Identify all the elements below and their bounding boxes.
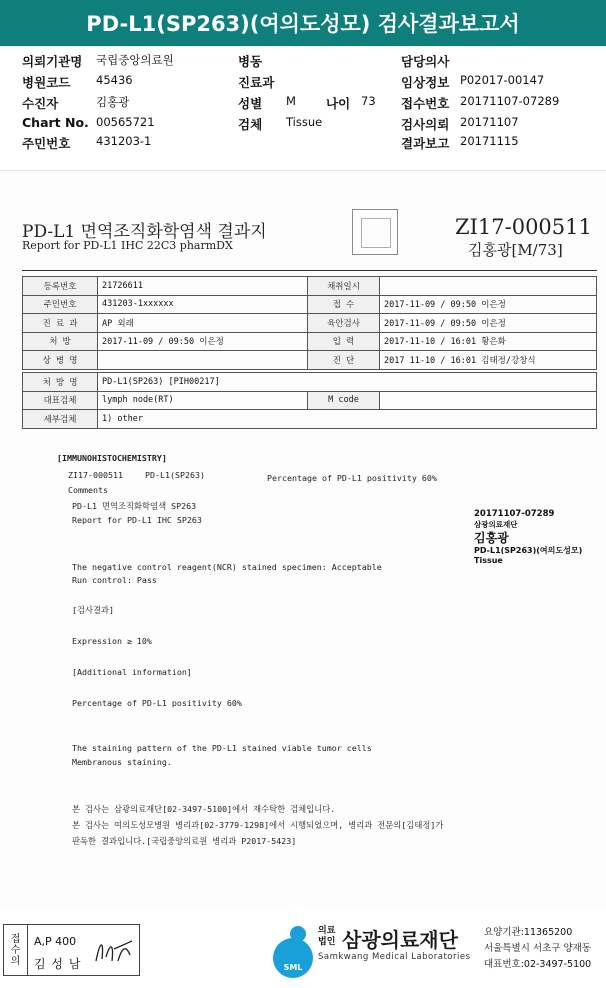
report-date-value: 20171115 [460, 134, 519, 148]
signature-vertical-label [4, 925, 28, 975]
signer-dept: A,P 400 [34, 935, 77, 948]
title-divider [22, 270, 597, 271]
org-address: 서울특별시 서초구 양재동 [484, 943, 591, 954]
receipt-value: 2017-11-09 / 09:50 이은정 [380, 295, 597, 314]
chart-no-label: Chart No. [22, 115, 89, 130]
signature-box [3, 924, 140, 976]
patient-value: 김홍광 [96, 95, 130, 109]
expression-line: Expression ≥ 10% [72, 636, 152, 646]
percentage-line: Percentage of PD-L1 positivity 60% [72, 698, 242, 708]
age-value: 73 [361, 94, 376, 108]
specimen-table [22, 372, 597, 429]
report-title-bar [0, 0, 606, 46]
org-code: 요양기관:11365200 [484, 927, 573, 938]
dx-value: 2017 11-10 / 16:01 김태정/강창식 [380, 351, 597, 370]
specimen-label: 검체 [238, 117, 263, 132]
note-line-1: 본 검사는 삼광의료재단[02-3497-5100]에서 재수탁한 검체입니다. [72, 804, 336, 814]
sticker-name: 김홍광 [474, 531, 509, 545]
sex-label: 성별 [238, 96, 263, 111]
org-name: 삼광의료재단 [342, 928, 458, 952]
clinical-info-label: 임상정보 [401, 75, 450, 90]
rrn-value: 431203-1xxxxxx [98, 295, 308, 314]
request-date-label: 검사의뢰 [401, 117, 450, 132]
sub-spec-value: 1) other [98, 410, 597, 429]
specimen-sticker [470, 509, 606, 571]
pattern-line-2: Membranous staining. [72, 757, 172, 767]
handwritten-signature [92, 931, 136, 971]
rrn-label: 주민번호 [23, 295, 98, 314]
diag-value [98, 351, 308, 370]
dept-value: AP 외래 [98, 314, 308, 333]
chart-no-value: 00565721 [96, 115, 155, 129]
header-info [0, 52, 606, 152]
hospital-code-label: 병원코드 [22, 75, 71, 90]
org-prefix-2: 법인 [318, 937, 336, 947]
specimen-value: Tissue [286, 115, 323, 129]
org-phone: 대표번호:02-3497-5100 [484, 959, 592, 970]
input-value: 2017-11-10 / 16:01 황은화 [380, 332, 597, 351]
order-value: 2017-11-09 / 09:50 이은정 [98, 332, 308, 351]
sticker-test: PD-L1(SP263)(여의도성모) [474, 546, 583, 555]
note-line-3: 판독한 결과입니다.[국립중앙의료원 병리과 P2017-5423] [72, 836, 297, 846]
hospital-code-value: 45436 [96, 73, 133, 87]
dept-label: 진 료 과 [23, 314, 98, 333]
dx-label: 진 단 [308, 351, 380, 370]
sub-spec-label: 세부검체 [23, 410, 98, 429]
sex-value: M [286, 94, 296, 108]
request-date-value: 20171107 [460, 115, 519, 129]
sign-char-2: 수 [10, 944, 21, 956]
resident-no-value: 431203-1 [96, 134, 152, 148]
result-heading: [검사결과] [72, 605, 115, 615]
comment-line-1: PD-L1 면역조직화학염색 SP263 [72, 501, 197, 511]
ward-label: 병동 [238, 54, 263, 69]
order-label: 처 방 [23, 332, 98, 351]
note-line-2: 본 검사는 여의도성모병원 병리과[02-3779-1298]에서 시행되었으며, 병리과 전문의[김태정]가 [72, 820, 444, 830]
receipt-no-value: 20171107-07289 [460, 94, 560, 108]
footer [0, 920, 606, 988]
sml-logo-text: SML [283, 963, 303, 972]
hospital-seal-stamp [352, 209, 398, 255]
collect-value [380, 277, 597, 296]
run-control-line: Run control: Pass [72, 575, 157, 585]
scanned-report-sheet [0, 170, 606, 908]
clinical-info-value: P02017-00147 [460, 73, 545, 87]
sml-logo-icon [273, 938, 313, 978]
institution-value: 국립중앙의료원 [96, 53, 174, 67]
org-english-name: Samkwang Medical Laboratories [318, 952, 471, 962]
receipt-label: 접 수 [308, 295, 380, 314]
mcode-value [380, 391, 597, 410]
case-number: ZI17-000511 [455, 215, 592, 239]
receipt-no-label: 접수번호 [401, 96, 450, 111]
report-title: PD-L1(SP263)(여의도성모) 검사결과보고서 [86, 12, 520, 36]
exam-value: 2017-11-09 / 09:50 이은정 [380, 314, 597, 333]
reg-no-value: 21726611 [98, 277, 308, 296]
sign-char-3: 의 [10, 955, 21, 967]
patient-label: 수진자 [22, 96, 59, 111]
rep-spec-label: 대표검체 [23, 391, 98, 410]
ihc-heading: [IMMUNOHISTOCHEMISTRY] [57, 453, 167, 463]
comments-heading: Comments [68, 485, 108, 495]
ihc-case-no: ZI17-000511 [68, 470, 123, 480]
report-title-english: Report for PD-L1 IHC 22C3 pharmDX [22, 239, 233, 252]
reg-no-label: 등록번호 [23, 277, 98, 296]
patient-tag: 김홍광[M/73] [468, 241, 563, 259]
sticker-number: 20171107-07289 [474, 509, 555, 519]
diag-label: 상 병 명 [23, 351, 98, 370]
sticker-specimen: Tissue [474, 556, 503, 565]
additional-heading: [Additional information] [72, 667, 192, 677]
org-prefix [318, 926, 335, 948]
pattern-line-1: The staining pattern of the PD-L1 stained viable tumor cells [72, 743, 372, 753]
exam-label: 육안검사 [308, 314, 380, 333]
mcode-label: M code [308, 391, 380, 410]
comment-line-2: Report for PD-L1 IHC SP263 [72, 515, 202, 525]
department-label: 진료과 [238, 75, 275, 90]
order-info-table [22, 276, 597, 370]
report-date-label: 결과보고 [401, 136, 450, 151]
age-label: 나이 [326, 96, 351, 111]
doctor-label: 담당의사 [401, 54, 450, 69]
rep-spec-value: lymph node(RT) [98, 391, 308, 410]
org-prefix-1: 의료 [318, 926, 336, 936]
rx-value: PD-L1(SP263) [PIH00217] [98, 373, 597, 392]
resident-no-label: 주민번호 [22, 136, 71, 151]
sticker-org: 삼광의료재단 [474, 520, 518, 529]
ihc-positivity: Percentage of PD-L1 positivity 60% [267, 473, 437, 483]
rx-label: 처 방 명 [23, 373, 98, 392]
ncr-line: The negative control reagent(NCR) stained specimen: Acceptable [72, 562, 382, 572]
signer-name: 김 성 남 [34, 957, 82, 971]
input-label: 입 력 [308, 332, 380, 351]
collect-label: 채취일시 [308, 277, 380, 296]
ihc-test: PD-L1(SP263) [145, 470, 205, 480]
report-title-korean: PD-L1 면역조직화학염색 결과지 [22, 222, 267, 242]
sign-char-1: 접 [10, 933, 21, 945]
institution-label: 의뢰기관명 [22, 54, 83, 69]
